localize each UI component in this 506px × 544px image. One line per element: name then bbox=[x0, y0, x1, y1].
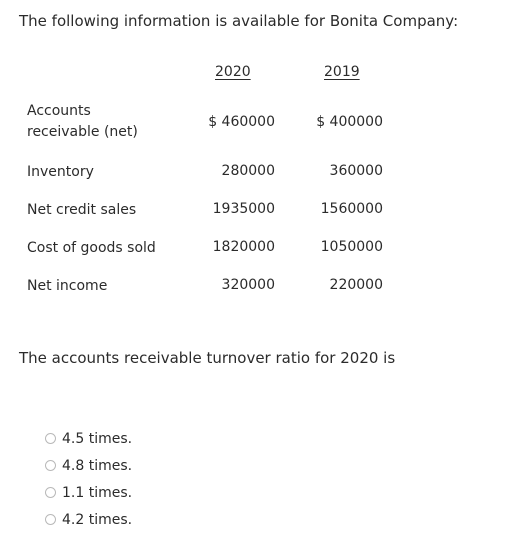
row-label-net-income: Net income bbox=[27, 278, 108, 294]
cell-net-income-2020: 320000 bbox=[221, 277, 275, 293]
radio-button-icon[interactable] bbox=[45, 514, 56, 525]
row-label-accounts-receivable: Accounts receivable (net) bbox=[27, 103, 138, 140]
year-header-2019: 2019 bbox=[324, 64, 360, 80]
answer-option-label: 1.1 times. bbox=[62, 484, 133, 501]
cell-accounts-receivable-2019: $ 400000 bbox=[316, 114, 383, 130]
answer-options bbox=[45, 425, 132, 533]
cell-cost-of-goods-sold-2020: 1820000 bbox=[212, 239, 275, 255]
answer-option-4[interactable] bbox=[45, 506, 132, 533]
row-label-inventory: Inventory bbox=[27, 164, 94, 180]
answer-option-2[interactable] bbox=[45, 452, 132, 479]
intro-text: The following information is available for Bonita Company: bbox=[19, 12, 459, 30]
radio-button-icon[interactable] bbox=[45, 460, 56, 471]
answer-option-label: 4.5 times. bbox=[62, 430, 133, 447]
year-header-2020: 2020 bbox=[215, 64, 251, 80]
cell-net-credit-sales-2020: 1935000 bbox=[212, 201, 275, 217]
cell-cost-of-goods-sold-2019: 1050000 bbox=[320, 239, 383, 255]
answer-option-1[interactable] bbox=[45, 425, 132, 452]
cell-inventory-2019: 360000 bbox=[329, 163, 383, 179]
question-text: The accounts receivable turnover ratio for 2020 is bbox=[19, 349, 396, 367]
cell-inventory-2020: 280000 bbox=[221, 163, 275, 179]
answer-option-label: 4.8 times. bbox=[62, 457, 133, 474]
cell-accounts-receivable-2020: $ 460000 bbox=[208, 114, 275, 130]
cell-net-credit-sales-2019: 1560000 bbox=[320, 201, 383, 217]
cell-net-income-2019: 220000 bbox=[329, 277, 383, 293]
row-label-net-credit-sales: Net credit sales bbox=[27, 202, 137, 218]
radio-button-icon[interactable] bbox=[45, 487, 56, 498]
answer-option-label: 4.2 times. bbox=[62, 511, 133, 528]
answer-option-3[interactable] bbox=[45, 479, 132, 506]
row-label-cost-of-goods-sold: Cost of goods sold bbox=[27, 240, 156, 256]
radio-button-icon[interactable] bbox=[45, 433, 56, 444]
